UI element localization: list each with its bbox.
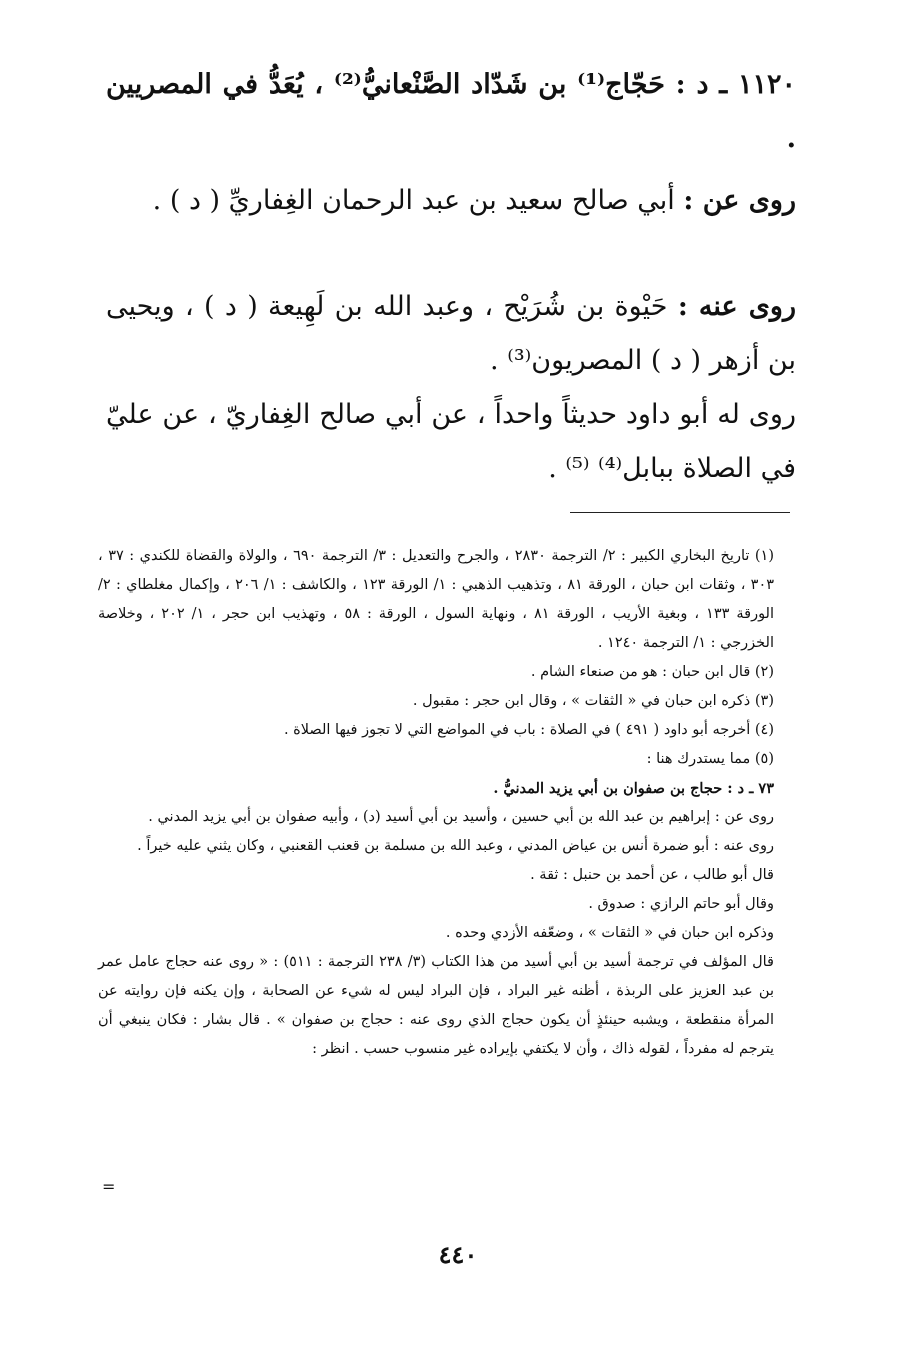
continuation-mark: =	[102, 1177, 116, 1196]
narrated-by-text: حَيْوة بن شُرَيْح ، وعبد الله بن لَهِيعة ( د ) ، ويحيى بن أزهر ( د ) المصريون⁽³⁾ .	[106, 291, 796, 376]
entry-number-line: ١١٢٠ ـ د : حَجّاج⁽¹⁾ بن شَدّاد الصَّنْعانيُّ⁽²⁾ ، يُعَدُّ في المصريين .	[106, 69, 797, 154]
footnote-5: (٥) مما يستدرك هنا :	[646, 751, 774, 767]
addendum-line-1: قال أبو طالب ، عن أحمد بن حنبل : ثقة .	[530, 867, 774, 883]
page-number: ٤٤٠	[438, 1240, 478, 1269]
narrated-from-label: روى عن :	[683, 185, 796, 216]
footnote-1: (١) تاريخ البخاري الكبير : ٢/ الترجمة ٢٨٣٠ ، والجرح والتعديل : ٣/ الترجمة ٦٩٠ ، والولاة والقضاة للكندي : ٣٧ ، ٣٠٣ ، وثقات ابن حبان ، الورقة ٨١ ، وتذهيب الذهبي : ١/ الورقة ١٢٣ ، والكاشف : ١/ ٢٠٦ ، وإكمال مغلطاي : ٢/ الورقة ١٣٣ ، وبغية الأريب ، الورقة ٨١ ، ونهاية السول ، الورقة : ٥٨ ، وتهذيب ابن حجر ، ١/ ٢٠٢ ، وخلاصة الخزرجي : ١/ الترجمة ١٢٤٠ .	[98, 548, 775, 651]
footnote-4: (٤) أخرجه أبو داود ( ٤٩١ ) في الصلاة : باب في المواضع التي لا تجوز فيها الصلاة .	[283, 722, 774, 738]
closing-paragraph	[106, 388, 796, 496]
narrated-by-paragraph	[106, 280, 796, 388]
addendum-narrated-from: روى عن : إبراهيم بن عبد الله بن أبي حسين ، وأسيد بن أبي أسيد (د) ، وأبيه صفوان بن أبي يزيد المدني .	[148, 809, 774, 825]
addendum-heading: ٧٣ ـ د : حجاج بن صفوان بن أبي يزيد المدنيُّ .	[493, 780, 774, 797]
narrated-from-paragraph	[106, 174, 796, 228]
footnote-2: (٢) قال ابن حبان : هو من صنعاء الشام .	[530, 664, 774, 680]
addendum-narrated-by: روى عنه : أبو ضمرة أنس بن عياض المدني ، وعبد الله بن مسلمة بن قعنب القعنبي ، وكان يثني عليه خيراً .	[137, 838, 774, 854]
addendum-final: قال المؤلف في ترجمة أسيد بن أبي أسيد من هذا الكتاب (٣/ ٢٣٨ الترجمة : ٥١١) : « روى عنه حجاج عامل عمر بن عبد العزيز على الربذة ، أظنه غير البراد ، فإن البراد ليس له شيء عن الصحابة ، وإن يكنه فإن روايته عن المرأة منقطعة ، ويشبه حينئذٍ أن يكون حجاج الذي روى عنه : حجاج بن صفوان » . قال بشار : فكان ينبغي أن يترجم له مفرداً ، لقوله ذاك ، وأن لا يكتفي بإيراده غير منسوب حسب . انظر :	[98, 954, 774, 1057]
addendum-line-2: وقال أبو حاتم الرازي : صدوق .	[588, 896, 774, 912]
footnote-separator	[570, 512, 790, 513]
addendum-line-3: وذكره ابن حبان في « الثقات » ، وضعّفه الأزدي وحده .	[445, 925, 774, 941]
narrated-from-text: أبي صالح سعيد بن عبد الرحمان الغِفاريِّ ( د ) .	[152, 185, 675, 216]
footnotes-section	[98, 542, 798, 1064]
closing-text: روى له أبو داود حديثاً واحداً ، عن أبي صالح الغِفاريّ ، عن عليّ في الصلاة ببابل⁽⁴⁾ ⁽⁵⁾ .	[106, 399, 796, 484]
narrated-by-label: روى عنه :	[677, 291, 797, 322]
footnote-3: (٣) ذكره ابن حبان في « الثقات » ، وقال ابن حجر : مقبول .	[412, 693, 774, 709]
entry-heading	[106, 58, 796, 166]
